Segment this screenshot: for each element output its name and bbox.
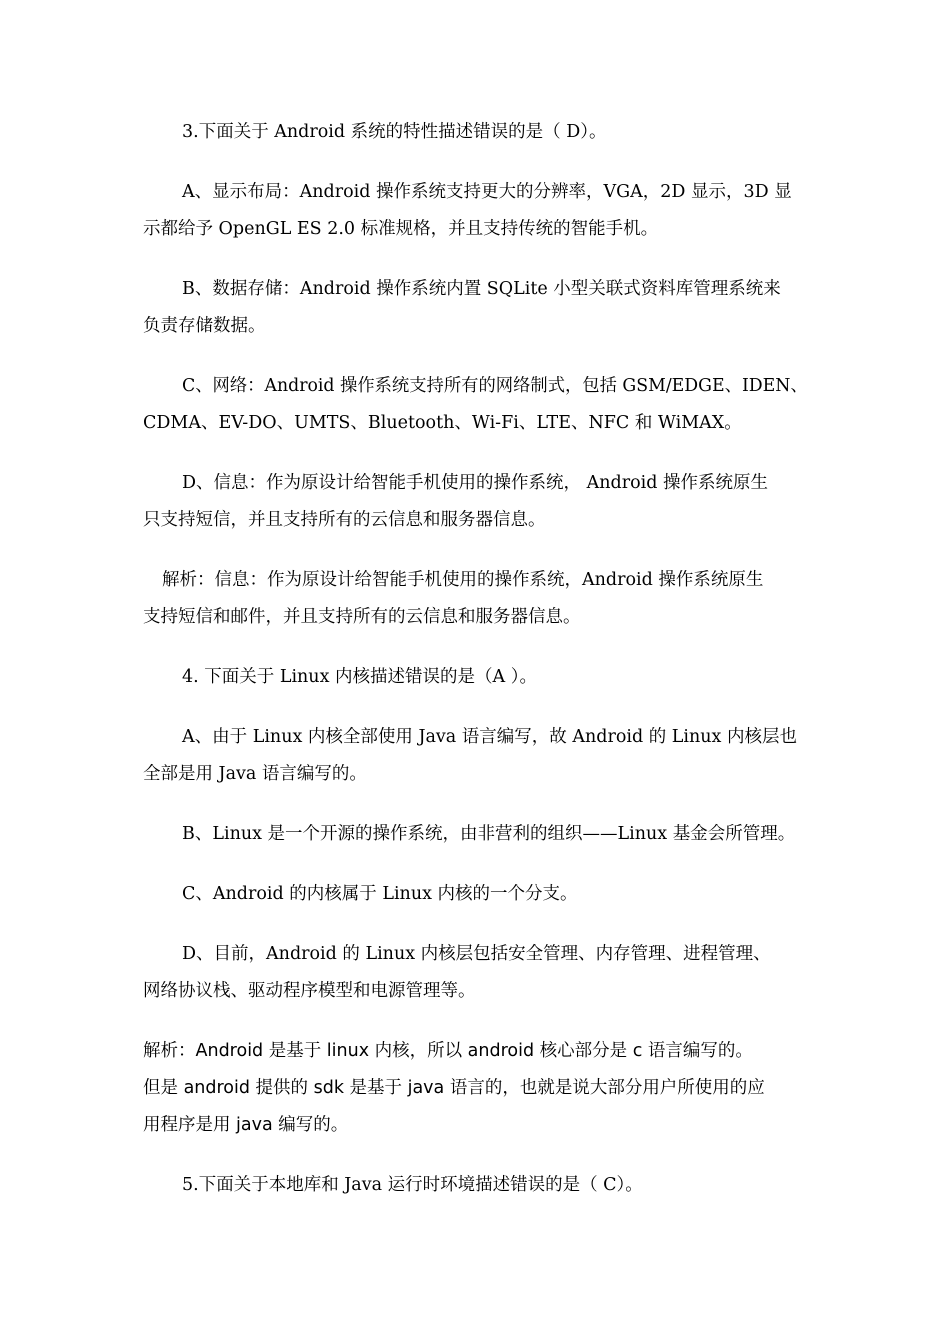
q4-option-b-line1: B、Linux 是一个开源的操作系统，由非营利的组织——Linux 基金会所管理。 — [182, 824, 796, 844]
q3-option-d-line1: D、信息：作为原设计给智能手机使用的操作系统， Android 操作系统原生 — [182, 473, 768, 493]
q4-option-a-line1: A、由于 Linux 内核全部使用 Java 语言编写，故 Android 的 Linux 内核层也 — [182, 727, 797, 747]
q3-analysis-line2: 支持短信和邮件，并且支持所有的云信息和服务器信息。 — [143, 607, 581, 627]
q3-option-b-line1: B、数据存储：Android 操作系统内置 SQLite 小型关联式资料库管理系统来 — [182, 279, 781, 299]
q4-option-d-line2: 网络协议栈、驱动程序模型和电源管理等。 — [143, 981, 476, 1001]
q5-title: 5.下面关于本地库和 Java 运行时环境描述错误的是（ C）。 — [182, 1175, 643, 1195]
q3-option-a-line2: 示都给予 OpenGL ES 2.0 标准规格，并且支持传统的智能手机。 — [143, 219, 659, 239]
q4-option-c-line1: C、Android 的内核属于 Linux 内核的一个分支。 — [182, 884, 578, 904]
q3-analysis-line1: 解析：信息：作为原设计给智能手机使用的操作系统，Android 操作系统原生 — [162, 570, 764, 590]
q3-option-d-line2: 只支持短信，并且支持所有的云信息和服务器信息。 — [143, 510, 546, 530]
q4-title: 4. 下面关于 Linux 内核描述错误的是（A ）。 — [182, 667, 537, 687]
q3-title: 3.下面关于 Android 系统的特性描述错误的是（ D）。 — [182, 122, 607, 142]
q3-option-b-line2: 负责存储数据。 — [143, 316, 266, 336]
q4-analysis-line3: 用程序是用 java 编写的。 — [143, 1115, 349, 1135]
q4-analysis-line2: 但是 android 提供的 sdk 是基于 java 语言的，也就是说大部分用户所使用的应 — [143, 1078, 765, 1098]
q3-option-a-line1: A、显示布局：Android 操作系统支持更大的分辨率，VGA，2D 显示，3D 显 — [182, 182, 792, 202]
q3-option-c-line1: C、网络：Android 操作系统支持所有的网络制式，包括 GSM/EDGE、IDEN、 — [182, 376, 808, 396]
q4-option-a-line2: 全部是用 Java 语言编写的。 — [143, 764, 367, 784]
q3-option-c-line2: CDMA、EV-DO、UMTS、Bluetooth、Wi-Fi、LTE、NFC 和 WiMAX。 — [143, 413, 742, 433]
q4-option-d-line1: D、目前，Android 的 Linux 内核层包括安全管理、内存管理、进程管理、 — [182, 944, 771, 964]
q4-analysis-line1: 解析：Android 是基于 linux 内核，所以 android 核心部分是 c 语言编写的。 — [143, 1041, 753, 1061]
